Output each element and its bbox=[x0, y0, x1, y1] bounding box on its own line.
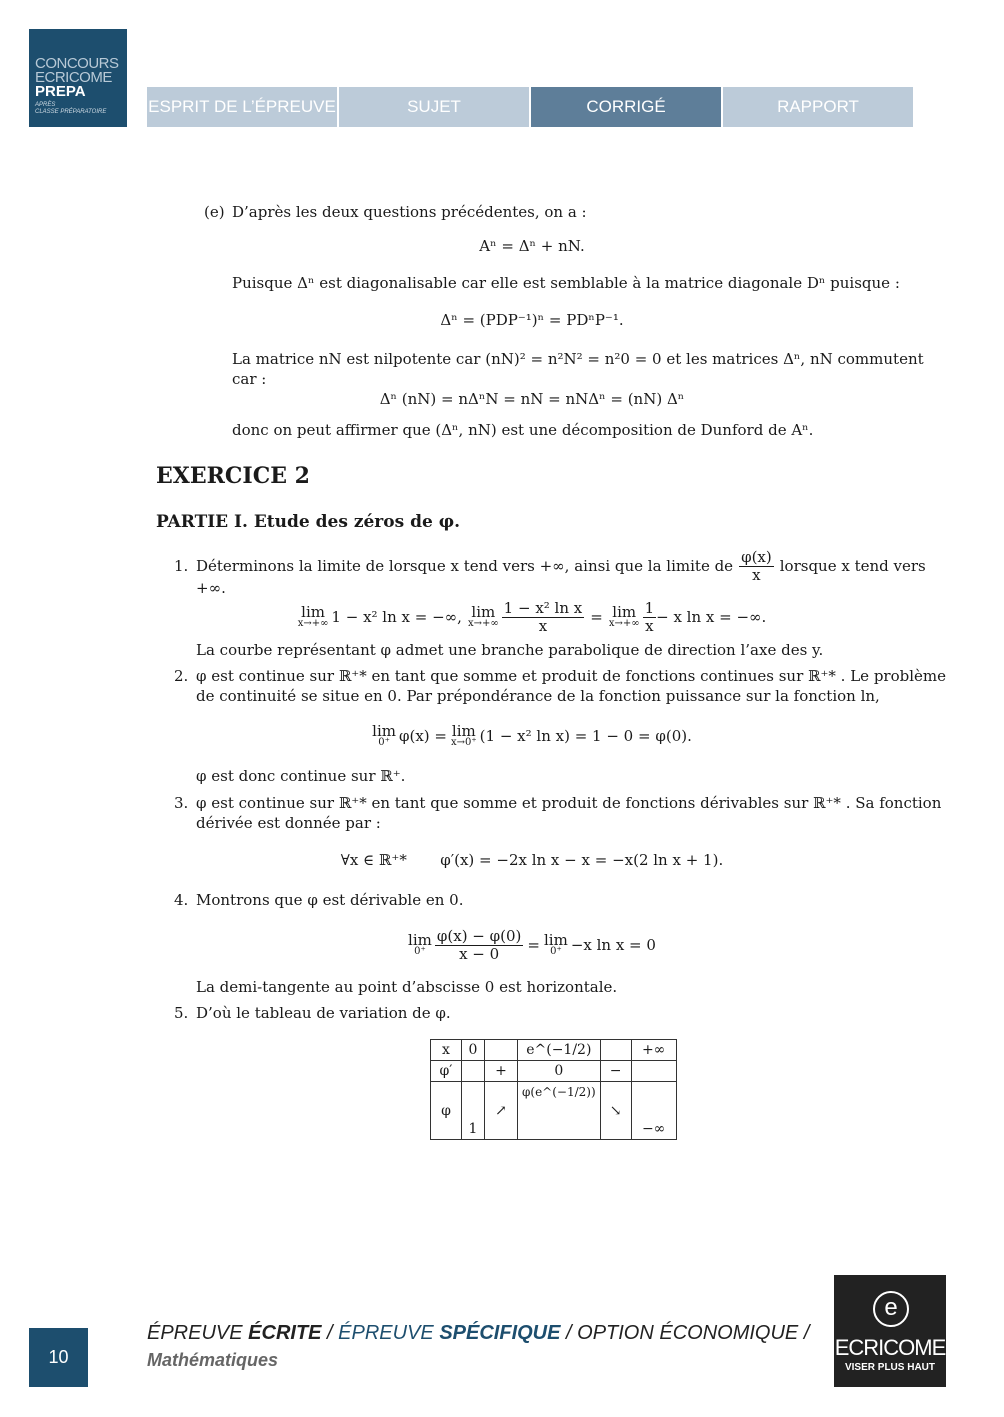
cell-x-inf: +∞ bbox=[631, 1040, 676, 1061]
q1-line bbox=[196, 546, 926, 586]
q4-equation bbox=[156, 924, 908, 966]
q2-lim-2: lim x→0⁺ bbox=[450, 722, 477, 748]
q4-frac: $\frac{\varphi(x) - \varphi(0)}{x - 0}$ bbox=[436, 926, 522, 963]
q2-lim-1: lim 0⁺ bbox=[372, 722, 396, 748]
cell-phi-end: −∞ bbox=[631, 1082, 676, 1140]
q4-text: Montrons que φ est dérivable en 0. bbox=[196, 891, 464, 909]
q3-text-1: φ est continue sur ℝ⁺* en tant que somme et produit de fonctions dérivables sur ℝ⁺* . Sa fonction bbox=[196, 794, 942, 812]
footer-subject: Mathématiques bbox=[147, 1350, 279, 1370]
cell-dphi-inf bbox=[631, 1061, 676, 1082]
q4-eq-end: −x ln x = 0 bbox=[570, 936, 656, 954]
q4-eq-mid: = bbox=[527, 936, 540, 954]
cell-x-label: x bbox=[431, 1040, 462, 1061]
ecricome-brand-logo bbox=[834, 1275, 946, 1387]
q2-conclusion: φ est donc continue sur ℝ⁺. bbox=[196, 767, 406, 785]
text-diag: Puisque Δⁿ est diagonalisable car elle est semblable à la matrice diagonale Dⁿ puisque : bbox=[232, 274, 900, 292]
exercise-title: EXERCICE 2 bbox=[156, 463, 310, 489]
cell-x-gap2 bbox=[600, 1040, 631, 1061]
q4-conclusion: La demi-tangente au point d’abscisse 0 est horizontale. bbox=[196, 978, 618, 996]
cell-phi-max: φ(e^(−1/2)) bbox=[518, 1082, 601, 1140]
q1-lim-3: lim x→+∞ bbox=[608, 603, 640, 629]
logo-line5: CLASSE PRÉPARATOIRE bbox=[35, 109, 107, 115]
q1-conclusion: La courbe représentant φ admet une branche parabolique de direction l’axe des y. bbox=[196, 641, 824, 659]
logo-line3: PREPA bbox=[35, 83, 86, 100]
increasing-arrow-icon: ↗ bbox=[485, 1082, 518, 1140]
q2-text-1: φ est continue sur ℝ⁺* en tant que somme et produit de fonctions continues sur ℝ⁺* . Le problème bbox=[196, 667, 946, 685]
part-title: PARTIE I. Etude des zéros de φ. bbox=[156, 512, 460, 532]
logo-line4: APRÈS bbox=[35, 102, 56, 108]
footer-sep3: / bbox=[798, 1322, 810, 1344]
cell-x-0: 0 bbox=[462, 1040, 485, 1061]
q4-lim-2: lim 0⁺ bbox=[543, 931, 568, 957]
text-dunford: donc on peut affirmer que (Δⁿ, nN) est une décomposition de Dunford de Aⁿ. bbox=[232, 421, 814, 439]
footer-epreuve: ÉPREUVE bbox=[147, 1322, 243, 1344]
q1-text-a: Déterminons la limite de lorsque x tend vers +∞, ainsi que la limite de bbox=[196, 557, 734, 575]
eq-commute: Δⁿ (nN) = nΔⁿN = nN = nNΔⁿ = (nN) Δⁿ bbox=[379, 390, 685, 408]
cell-x-gap1 bbox=[485, 1040, 518, 1061]
item-e-text: D’après les deux questions précédentes, on a : bbox=[232, 203, 587, 221]
footer-sep1: / bbox=[321, 1322, 339, 1344]
footer-exam-line bbox=[147, 1322, 809, 1345]
item-e-label: (e) bbox=[204, 203, 225, 221]
footer-epreuve2: ÉPREUVE bbox=[338, 1322, 434, 1344]
decreasing-arrow-icon: ↘ bbox=[600, 1082, 631, 1140]
cell-dphi-0 bbox=[462, 1061, 485, 1082]
tab-sujet[interactable]: SUJET bbox=[339, 87, 529, 127]
brand-e-icon: e bbox=[873, 1291, 909, 1327]
q1-eq-frac2: $\frac{1}{x}$ bbox=[644, 598, 655, 635]
cell-x-e: e^(−1/2) bbox=[518, 1040, 601, 1061]
tab-esprit[interactable]: ESPRIT DE L’ÉPREUVE bbox=[147, 87, 337, 127]
table-row-x bbox=[431, 1040, 677, 1061]
q1-text-c: +∞. bbox=[196, 579, 226, 597]
q1-eq-frac: $\frac{\text{1 − x² ln x}}{x}$ bbox=[503, 598, 583, 635]
section-tabs bbox=[147, 87, 915, 127]
concours-logo bbox=[29, 29, 127, 127]
cell-dphi-zero: 0 bbox=[518, 1061, 601, 1082]
logo-line2: ECRICOME bbox=[35, 69, 112, 86]
footer-ecrite: ÉCRITE bbox=[248, 1322, 322, 1344]
eq-delta: Δⁿ = (PDP⁻¹)ⁿ = PDⁿP⁻¹. bbox=[440, 311, 624, 329]
eq-an: Aⁿ = Δⁿ + nN. bbox=[479, 237, 585, 255]
q5-number: 5. bbox=[174, 1004, 189, 1022]
q2-number: 2. bbox=[174, 667, 189, 685]
cell-dphi-label: φ′ bbox=[431, 1061, 462, 1082]
cell-dphi-minus: − bbox=[600, 1061, 631, 1082]
text-nilp-2: car : bbox=[232, 370, 267, 388]
cell-dphi-plus: + bbox=[485, 1061, 518, 1082]
q1-lim-1: lim x→+∞ bbox=[297, 603, 329, 629]
table-row-phi bbox=[431, 1082, 677, 1140]
q1-frac-num: φ(x) bbox=[741, 547, 772, 566]
brand-tagline: VISER PLUS HAUT bbox=[844, 1362, 935, 1373]
page-number: 10 bbox=[29, 1328, 88, 1387]
q5-text: D’où le tableau de variation de φ. bbox=[196, 1004, 451, 1022]
footer-sep2: / bbox=[560, 1322, 578, 1344]
variation-table bbox=[430, 1039, 677, 1140]
logo-line1: CONCOURS bbox=[35, 55, 119, 72]
tab-rapport[interactable]: RAPPORT bbox=[723, 87, 913, 127]
q2-equation bbox=[156, 720, 908, 752]
q1-number: 1. bbox=[174, 557, 189, 575]
tab-corrige[interactable]: CORRIGÉ bbox=[531, 87, 721, 127]
q1-text-b: lorsque x tend vers bbox=[779, 557, 926, 575]
q1-eq-part1: 1 − x² ln x = −∞, bbox=[331, 608, 462, 626]
q2-text-2: de continuité se situe en 0. Par prépondérance de la fonction puissance sur la fonction ln, bbox=[196, 687, 880, 705]
footer-option: OPTION ÉCONOMIQUE bbox=[577, 1322, 799, 1344]
footer-specifique: SPÉCIFIQUE bbox=[439, 1322, 561, 1344]
brand-name: ECRICOME bbox=[834, 1335, 946, 1360]
table-row-derivative bbox=[431, 1061, 677, 1082]
q1-fraction bbox=[739, 549, 774, 584]
text-nilp-1: La matrice nN est nilpotente car (nN)² = n²N² = n²0 = 0 et les matrices Δⁿ, nN commutent bbox=[232, 350, 924, 368]
q2-eq-b: (1 − x² ln x) = 1 − 0 = φ(0). bbox=[479, 727, 692, 745]
q1-frac-den: x bbox=[739, 566, 774, 584]
q1-lim-2: lim x→+∞ bbox=[467, 603, 499, 629]
q3-equation: ∀x ∈ ℝ⁺* φ′(x) = −2x ln x − x = −x(2 ln x + 1). bbox=[340, 851, 724, 869]
q4-number: 4. bbox=[174, 891, 189, 909]
q1-eq-part3: − x ln x = −∞. bbox=[656, 608, 767, 626]
q2-eq-a: φ(x) = bbox=[398, 727, 447, 745]
q3-text-2: dérivée est donnée par : bbox=[196, 814, 381, 832]
q1-equation bbox=[156, 596, 908, 638]
cell-phi-start: 1 bbox=[462, 1082, 485, 1140]
q4-lim-1: lim 0⁺ bbox=[408, 931, 432, 957]
q3-number: 3. bbox=[174, 794, 189, 812]
cell-phi-label: φ bbox=[431, 1082, 462, 1140]
q1-eq-equals: = bbox=[590, 608, 603, 626]
